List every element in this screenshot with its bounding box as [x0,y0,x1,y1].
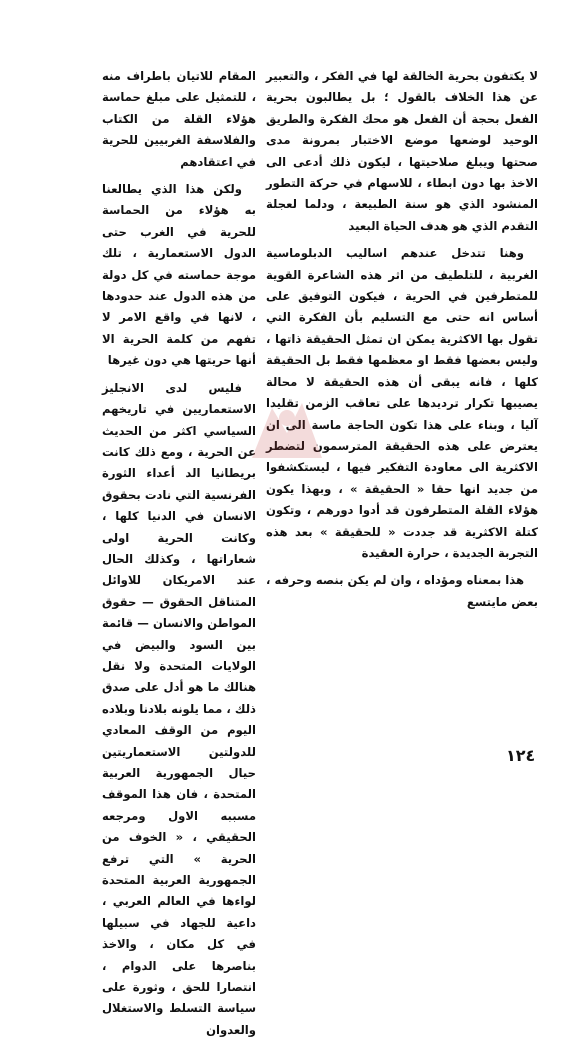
text-column-right [266,66,538,613]
paragraph: هذا بمعناه ومؤداه ، وان لم يكن بنصه وحرفه ، بعض مايتسع [266,573,538,609]
paragraph: ولكن هذا الذي يطالعنا به هؤلاء من الحماسة للحرية في الغرب حتى الدول الاستعمارية ، تلك موجة حماسته في كل دولة من هذه الدول عند حدودها ، لانها في واقع الامر لا تفهم من كلمة الحرية الا أنها حريتها هي دون غيرها [102,182,256,368]
text-column-left [102,66,256,1041]
paragraph: فليس لدى الانجليز الاستعماريين في تاريخهم السياسي اكثر من الحديث عن الحرية ، ومع ذلك كانت بريطانيا الد أعداء الثورة الفرنسية التي نادت بحقوق الانسان في الدنيا كلها ، وكانت الحرية اولى شعاراتها ، وكذلك الحال عند الامريكان للاوائل المتناقل الحقوق — حقوق المواطن والانسان — قائمة بين السود والبيض في الولايات المتحدة ولا نقل هنالك ما هو أدل على صدق ذلك ، مما يلونه بلادنا وبلاده اليوم من الوقف المعادي للدولتين الاستعماريتين حيال الجمهورية العربية المتحدة ، فان هذا الموقف مسببه الاول ومرجعه الحقيقي ، « الخوف من الحرية » التي ترفع الجمهورية العربية المتحدة لواءها في العالم العربي ، داعية للجهاد في سبيلها في كل مكان ، والاخذ بناصرها على الدوام ، انتصارا للحق ، وثورة على سياسة التسلط والاستغلال والعدوان [102,380,256,1037]
page-number: ١٢٤ [506,746,536,765]
paragraph: لا يكتفون بحرية الخالقة لها في الفكر ، والتعبير عن هذا الخلاف بالقول ؛ بل يطالبون بحرية الفعل بحجة أن الفعل هو محك الفكرة والطريق الوحيد لوضعها موضع الاختبار بمرونة مدى صحتها ويبلغ صلاحيتها ، ليكون ذلك أدعى الى الاخذ بها دون ابطاء ، للاسهام في حركة التطور المنشود الذي هو سنة الطبيعة ، ودلما لعجلة التقدم الذي هو هدف الحياة البعيد [266,69,538,233]
paragraph: المقام للاتيان باطراف منه ، للتمثيل على مبلغ حماسة هؤلاء القلة من الكتاب والفلاسفة الغربيين للحرية في اعتقادهم [102,69,256,169]
paragraph: وهنا تتدخل عندهم اساليب الدبلوماسية الغربية ، للتلطيف من اثر هذه الشاعرة القوية للمتطرفين في الحرية ، فيكون التوفيق على أساس انه حتى مع التسليم بأن الفكرة التي تقول بها الاكثرية يمكن ان تمثل الحقيقة ذاتها ، وليس بعضها فقط او معظمها فقط بل الحقيقة كلها ، فانه يبقى أن هذه الحقيقة لا محالة يصيبها تكرار ترديدها على تعاقب الزمن تقليدا آليا ، وبناء على هذا تكون الحاجة ماسة الى ان يعترض على هذه الحقيقة المترسمون لتضطر الاكثرية الى معاودة التفكير فيها ، ليستكشفوا من جديد انها حقا « الحقيقة » ، وبهذا يكون هؤلاء القلة المتطرفون قد أدوا دورهم ، وتكون كتلة الاكثرية قد جددت « للحقيقة » بعد هذه التجربة الجديدة ، حرارة العقيدة [266,246,538,560]
